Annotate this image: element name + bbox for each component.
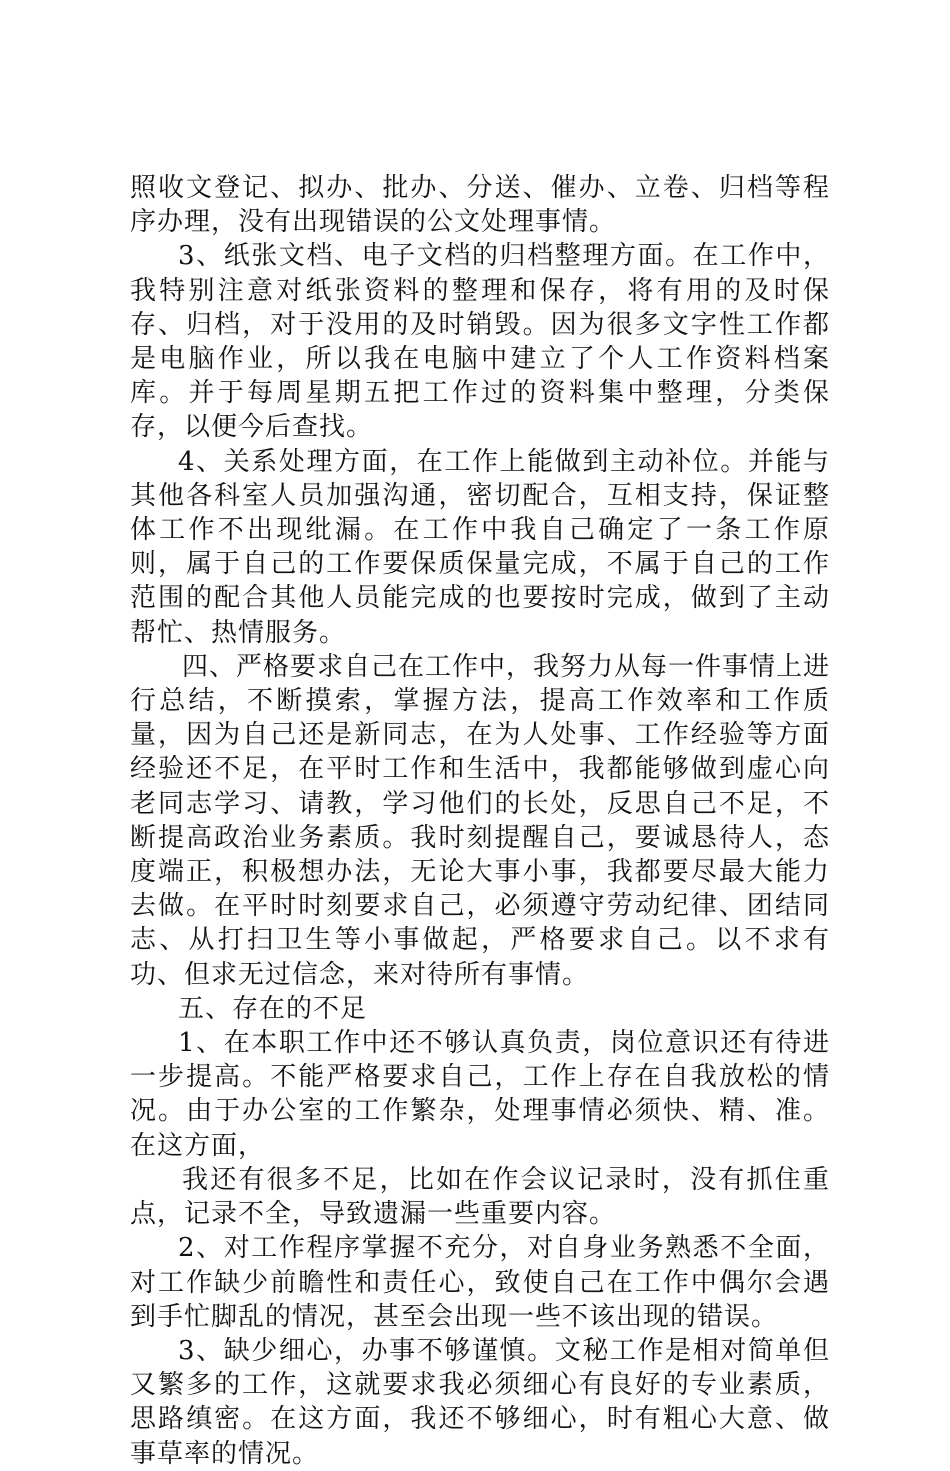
document-body — [130, 171, 830, 1471]
paragraph-section-4: 四、严格要求自己在工作中，我努力从每一件事情上进行总结，不断摸索，掌握方法，提高工作效率和工作质量，因为自己还是新同志，在为人处事、工作经验等方面经验还不足，在平时工作和生活中，我都能够做到虚心向老同志学习、请教，学习他们的长处，反思自己不足，不断提高政治业务素质。我时刻提醒自己，要诚恳待人，态度端正，积极想办法，无论大事小事，我都要尽最大能力去做。在平时时刻要求自己，必须遵守劳动纪律、团结同志、从打扫卫生等小事做起，严格要求自己。以不求有功、但求无过信念，来对待所有事情。 — [130, 651, 831, 990]
paragraph-item-3: 3、纸张文档、电子文档的归档整理方面。在工作中，我特别注意对纸张资料的整理和保存，将有用的及时保存、归档，对于没用的及时销毁。因为很多文字性工作都是电脑作业，所以我在电脑中建立了个人工作资料档案库。并于每周星期五把工作过的资料集中整理，分类保存，以便今后查找。 — [130, 241, 830, 443]
paragraph-shortcoming-1: 1、在本职工作中还不够认真负责，岗位意识还有待进一步提高。不能严格要求自己，工作上存在自我放松的情况。由于办公室的工作繁杂，处理事情必须快、精、准。在这方面， — [130, 1028, 830, 1161]
paragraph-shortcoming-3: 3、缺少细心，办事不够谨慎。文秘工作是相对简单但又繁多的工作，这就要求我必须细心有良好的专业素质，思路缜密。在这方面，我还不够细心，时有粗心大意、做事草率的情况。 — [130, 1335, 830, 1469]
paragraph-continuation: 照收文登记、拟办、批办、分送、催办、立卷、归档等程序办理，没有出现错误的公文处理事情。 — [130, 173, 830, 238]
section-heading-5: 五、存在的不足 — [178, 993, 368, 1024]
paragraph-item-4: 4、关系处理方面，在工作上能做到主动补位。并能与其他各科室人员加强沟通，密切配合，互相支持，保证整体工作不出现纰漏。在工作中我自己确定了一条工作原则，属于自己的工作要保质保量完成，不属于自己的工作范围的配合其他人员能完成的也要按时完成，做到了主动帮忙、热情服务。 — [130, 446, 830, 648]
paragraph-shortcoming-1-cont: 我还有很多不足，比如在作会议记录时，没有抓住重点，记录不全，导致遗漏一些重要内容。 — [130, 1164, 830, 1230]
paragraph-shortcoming-2: 2、对工作程序掌握不充分，对自身业务熟悉不全面，对工作缺少前瞻性和责任心，致使自己在工作中偶尔会遇到手忙脚乱的情况，甚至会出现一些不该出现的错误。 — [130, 1233, 830, 1332]
